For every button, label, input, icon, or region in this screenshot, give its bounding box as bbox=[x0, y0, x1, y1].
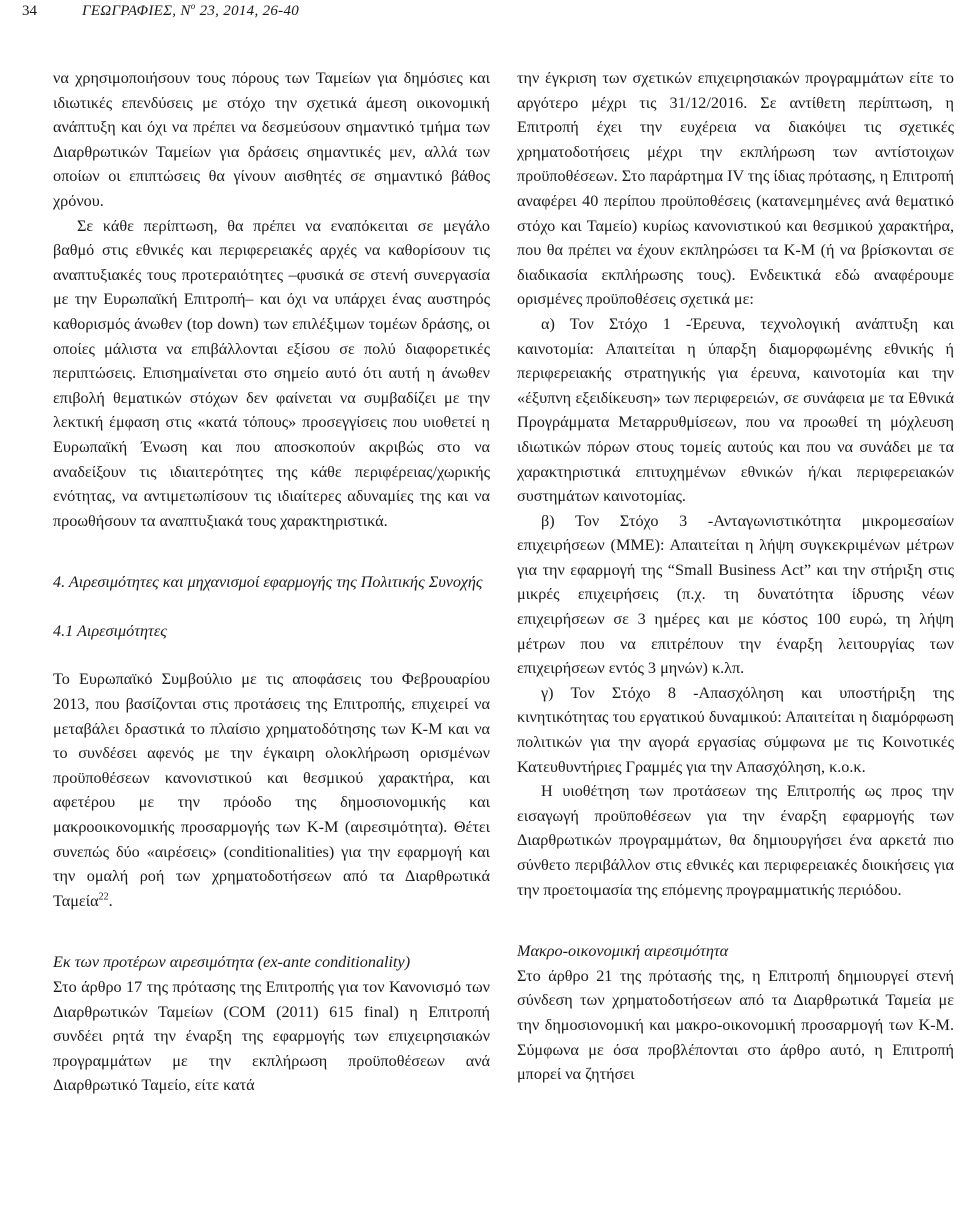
exante-heading: Εκ των προτέρων αιρεσιμότητα (ex-ante conditionality) bbox=[53, 953, 411, 972]
issue-number-mark: ο bbox=[190, 1, 196, 11]
paragraph-european-council bbox=[53, 667, 490, 913]
paragraph-approval: την έγκριση των σχετικών επιχειρησιακών προγραμμάτων είτε το αργότερο μέχρι τις 31/12/2016. Σε αντίθετη περίπτωση, η Επιτροπή έχει την ευχέρεια να διακόψει τις σχετικές χρηματοδοτήσεις μέχρι την εκπλήρωση των αντίστοιχων προϋποθέσεων. Στο παράρτημα IV της ίδιας πρότασης, η Επιτροπή αναφέρει 40 περίπου προϋποθέσεις (κατανεμημένες ανά θεματικό στόχο και Ταμείο) κυρίως κανονιστικού και θεσμικού χαρακτήρα, που θα πρέπει να έχουν εκπληρώσει τα Κ-Μ (ή να βρίσκονται σε διαδικασία εκπλήρωσης τους). Ενδεικτικά εδώ αναφέρουμε ορισμένες προϋποθέσεις σχετικά με: bbox=[517, 69, 954, 309]
footnote-marker[interactable]: 22 bbox=[98, 891, 109, 903]
macro-heading: Μακρο-οικονομική αιρεσιμότητα bbox=[517, 942, 729, 961]
paragraph-end-punctuation: . bbox=[108, 891, 113, 910]
journal-running-head bbox=[82, 0, 299, 22]
paragraph-objective-1: α) Τον Στόχο 1 -Έρευνα, τεχνολογική ανάπτυξη και καινοτομία: Απαιτείται η ύπαρξη διαμορφωμένης εθνικής ή περιφερειακής στρατηγικής για έρευνα, καινοτομία και την «έξυπνη εξειδίκευση» των περιφερειών, σε συνάφεια με τα Εθνικά Προγράμματα Μεταρρυθμίσεων, που να προωθεί τη μόχλευση ιδιωτικών πόρων στους τομείς αυτούς και που να συνάδει με τα χαρακτηριστικά επιτυχημένων εθνικών ή/και περιφερειακών συστημάτων καινοτομίας. bbox=[517, 314, 954, 506]
issue-details: 23, 2014, 26-40 bbox=[195, 3, 300, 19]
paragraph-local-priorities: Σε κάθε περίπτωση, θα πρέπει να εναπόκειται σε μεγάλο βαθμό στις εθνικές και περιφερειακές αρχές να καθορίσουν τις αναπτυξιακές τους προτεραιότητες –φυσικά σε στενή συνεργασία με την Ευρωπαϊκή Επιτροπή– και όχι να υπάρχει ένας αυστηρός καθορισμός άνωθεν (top down) των επιλέξιμων τομέων δράσης, οι οποίες μάλιστα να επιβάλλονται εξίσου σε πολύ διαφορετικές περιπτώσεις. Επισημαίνεται στο σημείο αυτό ότι αυτή η άνωθεν επιβολή θεματικών στόχων δεν φαίνεται να συμβαδίζει με την λεκτική έμφαση στις «κατά τόπους» προσεγγίσεις που υιοθετεί η Ευρωπαϊκή Ένωση και που αποσκοπούν ακριβώς στο να αναδείξουν τις ιδιαιτερότητες της κάθε περιφέρειας/χωρικής ενότητας, να αντιμετωπίσουν τις ιδιαίτερες αδυναμίες της και να προωθήσουν τα αναπτυξιακά τους χαρακτηριστικά. bbox=[53, 216, 490, 530]
paragraph-article-17: Στο άρθρο 17 της πρότασης της Επιτροπής για τον Κανονισμό των Διαρθρωτικών Ταμείων (COM (2011) 615 final) η Επιτροπή συνδέει ρητά την έναρξη της εφαρμογής των επιχειρησιακών προγραμμάτων με την εκπλήρωση προϋποθέσεων ανά Διαρθρωτικό Ταμείο, είτε κατά bbox=[53, 978, 490, 1095]
running-header bbox=[0, 0, 960, 22]
paragraph-adoption: Η υιοθέτηση των προτάσεων της Επιτροπής ως προς την εισαγωγή προϋποθέσεων για την έναρξη εφαρμογής των Διαρθρωτικών προγραμμάτων, θα δημιουργήσει ένα αρκετά πιο σύνθετο περιβάλλον στις εθνικές και περιφερειακές διοικήσεις για την προετοιμασία της επόμενης προγραμματικής περιόδου. bbox=[517, 782, 954, 899]
section-heading: 4. Αιρεσιμότητες και μηχανισμοί εφαρμογής της Πολιτικής Συνοχής bbox=[53, 573, 483, 592]
left-column bbox=[53, 66, 490, 1098]
subsection-heading: 4.1 Αιρεσιμότητες bbox=[53, 621, 167, 640]
right-column bbox=[517, 66, 954, 1087]
paragraph-continued: να χρησιμοποιήσουν τους πόρους των Ταμείων για δημόσιες και ιδιωτικές επενδύσεις με στόχο την σχετικά άμεση οικονομική ανάπτυξη και όχι να πρέπει να δεσμεύσουν σημαντικό τμήμα των Διαρθρωτικών Ταμείων για δράσεις σημαντικές μεν, αλλά των οποίων οι επιπτώσεις θα γίνουν αισθητές σε σημαντικό βάθος χρόνου. bbox=[53, 69, 490, 210]
paragraph-article-21: Στο άρθρο 21 της πρότασής της, η Επιτροπή δημιουργεί στενή σύνδεση των χρηματοδοτήσεων από τα Διαρθρωτικά Ταμεία με την δημοσιονομική και μακρο-οικονομική προσαρμογή των Κ-Μ. Σύμφωνα με όσα προβλέπονται στο άρθρο αυτό, η Επιτροπή μπορεί να ζητήσει bbox=[517, 966, 954, 1084]
page-number: 34 bbox=[22, 3, 37, 19]
journal-title: ΓΕΩΓΡΑΦΙΕΣ, N bbox=[82, 3, 191, 19]
paragraph-objective-8: γ) Τον Στόχο 8 -Απασχόληση και υποστήριξη της κινητικότητας του εργατικού δυναμικού: Απαιτείται η διαμόρφωση πολιτικών για την αγορά εργασίας σύμφωνα με τις Κοινοτικές Κατευθυντήριες Γραμμές για την Απασχόληση, κ.ο.κ. bbox=[517, 683, 954, 776]
paragraph-european-council-text: Το Ευρωπαϊκό Συμβούλιο με τις αποφάσεις του Φεβρουαρίου 2013, που βασίζονται στις προτάσεις της Επιτροπής, επιχειρεί να μεταβάλει δραστικά το πλαίσιο χρηματοδότησης των Κ-Μ και να το συνδέσει αφενός με την έγκαιρη ολοκλήρωση ορισμένων προϋποθέσεων κανονιστικού και θεσμικού χαρακτήρα, και αφετέρου με την πρόοδο της δημοσιονομικής και μακροοικονομικής προσαρμογής των Κ-Μ (αιρεσιμότητα). Θέτει συνεπώς δύο «αιρέσεις» (conditionalities) για την εφαρμογή και την ομαλή ροή των χρηματοδοτήσεων από τα Διαρθρωτικά Ταμεία bbox=[53, 670, 490, 910]
paragraph-objective-3: β) Τον Στόχο 3 -Ανταγωνιστικότητα μικρομεσαίων επιχειρήσεων (ΜΜΕ): Απαιτείται η λήψη συγκεκριμένων μέτρων για την εφαρμογή της “Small Business Act” και την στήριξη στις μικρές επιχειρήσεις (π.χ. τη δυνατότητα ίδρυσης νέων επιχειρήσεων σε 3 ημέρες και με κόστος 100 ευρώ, τη λήψη μέτρων που να επιτρέπουν την έναρξη λειτουργίας των επιχειρήσεων εντός 3 μηνών) κ.λπ. bbox=[517, 511, 954, 678]
